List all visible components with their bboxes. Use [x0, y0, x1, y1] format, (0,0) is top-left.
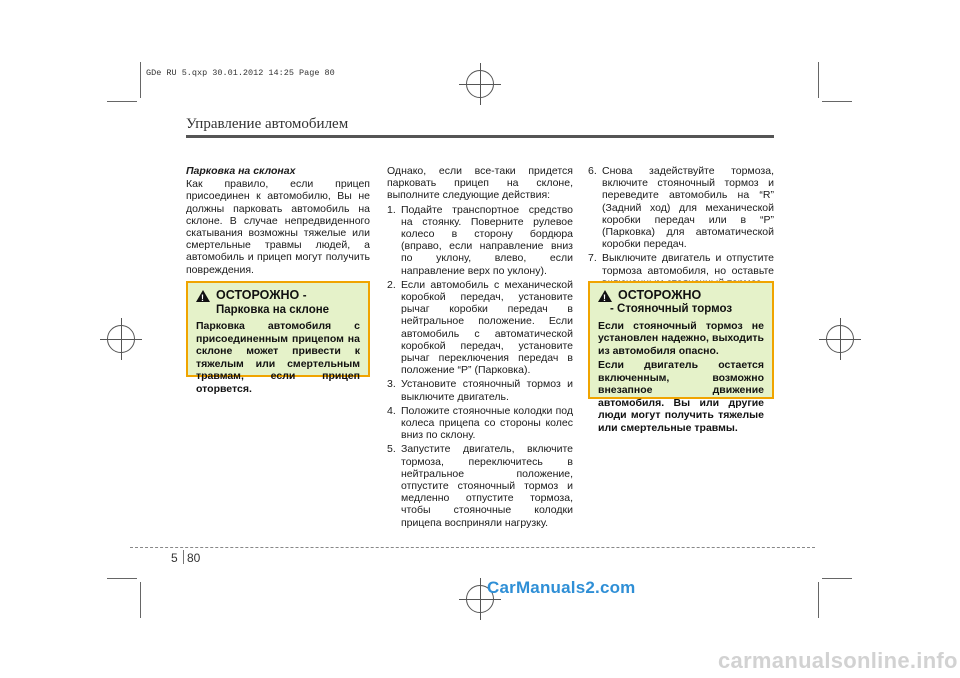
section-subhead: Парковка на склонах	[186, 165, 296, 177]
middle-column	[387, 165, 573, 531]
warning-title: ОСТОРОЖНО	[216, 288, 300, 302]
warning-subtitle: - Стояночный тормоз	[610, 303, 733, 315]
step-number: 2.	[387, 278, 396, 291]
step-text: Снова задействуйте тормоза, включите стояночный тормоз и переведите автомобиль на “R” (Задний ход) для механической коробки передач или в “P” (Парковка) для автоматической коробки передач.	[602, 165, 774, 251]
crop-mark	[140, 62, 141, 98]
crop-mark	[140, 582, 141, 618]
warning-header	[196, 289, 360, 316]
step-text: Выключите двигатель и отпустите тормоза автомобиля, но оставьте	[602, 252, 774, 277]
warning-body: Если стояночный тормоз не установлен надежно, выходить из автомобиля опасно.	[598, 319, 764, 357]
crop-mark	[822, 578, 852, 579]
list-item	[588, 165, 774, 250]
intro-paragraph: Как правило, если прицеп присоединен к автомобилю, Вы не должны парковать автомобиль на склоне. В случае непредвиденного скатывания возможны тяжелые или смертельные травмы людей, а автомобиль и прицеп могут получить повреждения.	[186, 178, 370, 276]
warning-title: ОСТОРОЖНО	[618, 288, 702, 302]
warning-triangle-icon	[196, 290, 210, 302]
step-number: 5.	[387, 443, 396, 456]
header-rule	[186, 135, 774, 138]
warning-box-slope	[186, 281, 370, 395]
warning-header	[598, 289, 764, 302]
steps-intro: Однако, если все-таки придется парковать прицеп на склоне, выполните следующие действия:	[387, 165, 573, 202]
step-number: 1.	[387, 203, 396, 216]
watermark-link[interactable]: carmanualsonline.info	[718, 648, 958, 673]
list-item	[387, 279, 573, 377]
step-number: 7.	[588, 252, 597, 265]
list-item	[387, 378, 573, 402]
step-number: 6.	[588, 165, 597, 177]
crop-mark	[107, 578, 137, 579]
step-number: 4.	[387, 404, 396, 417]
footer-rule	[130, 547, 815, 548]
watermark-link[interactable]: CarManuals2.com	[487, 578, 636, 597]
print-slug: GDe RU 5.qxp 30.01.2012 14:25 Page 80	[146, 68, 335, 78]
steps-list	[387, 204, 573, 529]
left-column	[186, 165, 370, 278]
step-text: Если автомобиль с механической коробкой передач, установите рычаг коробки передач в нейтральное положение. Если автомобиль с автоматической коробкой передач, установите рычаг переключения передач в положение “P” (Парковка).	[401, 278, 573, 377]
step-number: 3.	[387, 378, 396, 391]
registration-mark	[826, 325, 854, 353]
crop-mark	[818, 62, 819, 98]
list-item	[387, 443, 573, 528]
list-item	[387, 204, 573, 277]
step-text: Запустите двигатель, включите тормоза, переключитесь в нейтральное положение, отпустите стояночный тормоз и медленно отпустите тормоза, чтобы стояночные колодки прицепа восприняли нагрузку.	[401, 443, 573, 529]
step-text: Подайте транспортное средство на стоянку. Поверните рулевое колесо в сторону бордюра (вправо, если направление вниз по уклону, влево, если направление верх по уклону).	[401, 203, 573, 277]
section-number: 5	[171, 551, 178, 565]
crop-mark	[107, 101, 137, 102]
step-text: Положите стояночные колодки под колеса прицепа со стороны колес вниз по склону.	[401, 404, 573, 442]
page-header-title: Управление автомобилем	[186, 116, 349, 132]
registration-mark	[466, 70, 494, 98]
warning-subtitle: - Парковка на склоне	[216, 290, 330, 316]
steps-list	[588, 165, 774, 289]
footer-divider	[183, 550, 184, 564]
step-text: Установите стояночный тормоз и выключите двигатель.	[401, 378, 573, 403]
list-item	[387, 405, 573, 442]
warning-box-parking-brake	[588, 281, 774, 434]
warning-body: Парковка автомобиля с присоединенным прицепом на склоне может привести к тяжелым или смертельным травмам, если прицеп оторвется.	[196, 320, 360, 395]
crop-mark	[818, 582, 819, 618]
warning-body: Если двигатель остается включенным, возможно внезапное движение автомобиля. Вы или другие люди могут получить тяжелые или смертельные травмы.	[598, 359, 764, 434]
registration-mark	[107, 325, 135, 353]
crop-mark	[822, 101, 852, 102]
right-column	[588, 165, 774, 291]
warning-triangle-icon	[598, 290, 612, 302]
page-number: 80	[187, 551, 201, 565]
